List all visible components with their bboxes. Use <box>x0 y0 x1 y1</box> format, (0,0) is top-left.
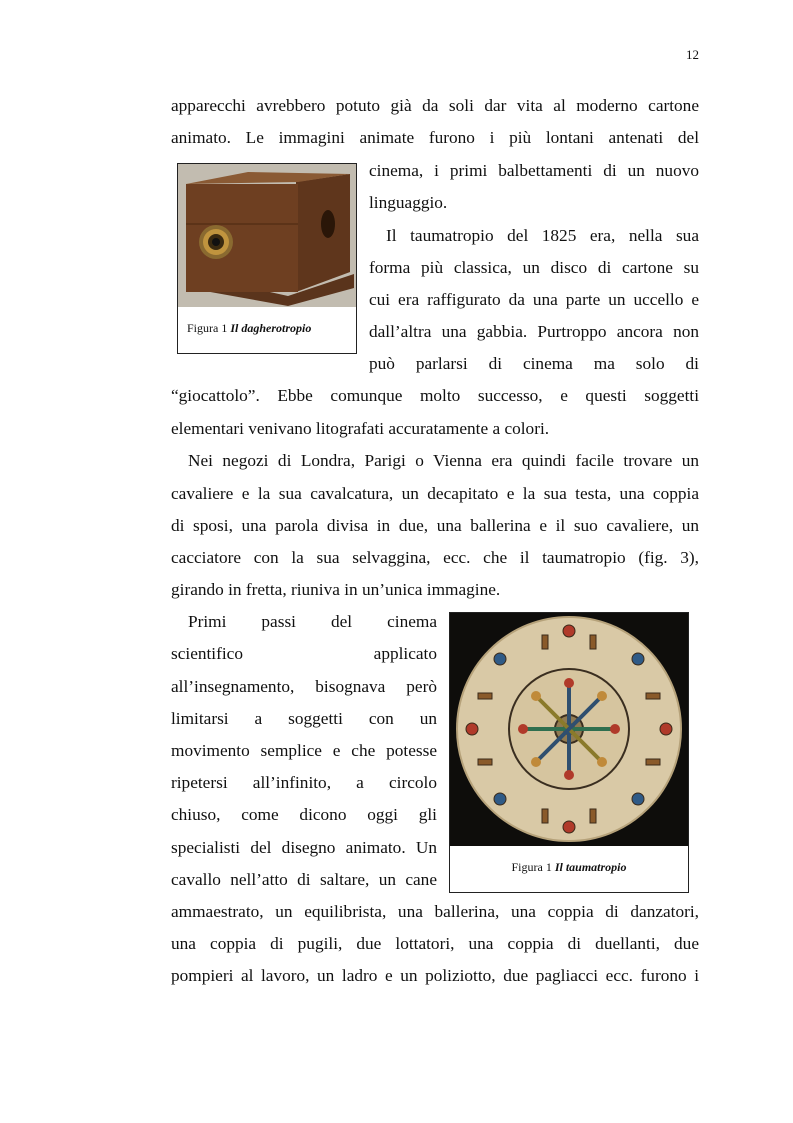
disc-image <box>450 613 688 846</box>
body-line: Primi passi del cinema <box>188 612 437 631</box>
camera-image <box>178 164 356 307</box>
body-line: movimento semplice e che potesse <box>171 741 437 760</box>
body-line: girando in fretta, riuniva in un’unica immagine. <box>171 580 501 599</box>
body-line: scientifico applicato <box>171 644 437 663</box>
body-line: cui era raffigurato da una parte un uccello e <box>369 290 699 309</box>
body-line: “giocattolo”. Ebbe comunque molto successo, e questi soggetti <box>171 386 699 405</box>
body-line: animato. Le immagini animate furono i più lontani antenati del <box>171 128 699 147</box>
inner-figures <box>518 678 620 780</box>
body-line: pompieri al lavoro, un ladro e un poliziotto, due pagliacci ecc. furono i <box>171 966 699 985</box>
body-line: di sposi, una parola divisa in due, una ballerina e il suo cavaliere, un <box>171 516 699 535</box>
body-line: forma più classica, un disco di cartone su <box>369 258 699 277</box>
body-line: può parlarsi di cinema ma solo di <box>369 354 699 373</box>
body-line: all’insegnamento, bisognava però <box>171 677 437 696</box>
body-line: Il taumatropio del 1825 era, nella sua <box>386 226 699 245</box>
caption-prefix: Figura 1 <box>187 321 228 335</box>
body-line: limitarsi a soggetti con un <box>171 709 437 728</box>
body-line: apparecchi avrebbero potuto già da soli dar vita al moderno cartone <box>171 96 699 115</box>
body-line: ammaestrato, un equilibrista, una ballerina, una coppia di danzatori, <box>171 902 699 921</box>
body-line: ripetersi all’infinito, a circolo <box>171 773 437 792</box>
body-line: cacciatore con la sua selvaggina, ecc. che il taumatropio (fig. 3), <box>171 548 699 567</box>
figure-caption <box>450 860 688 874</box>
body-line: cavallo nell’atto di saltare, un cane <box>171 870 437 889</box>
caption-prefix: Figura 1 <box>511 860 552 874</box>
body-line: cinema, i primi balbettamenti di un nuovo <box>369 161 699 180</box>
figure-caption <box>187 321 356 335</box>
body-line: dall’altra una gabbia. Purtroppo ancora non <box>369 322 699 341</box>
body-line: Nei negozi di Londra, Parigi o Vienna era quindi facile trovare un <box>188 451 699 470</box>
body-line: linguaggio. <box>369 193 448 212</box>
figure-disc <box>449 612 689 893</box>
body-line: cavaliere e la sua cavalcatura, un decapitato e la sua testa, una coppia <box>171 484 699 503</box>
page-number: 12 <box>686 47 699 62</box>
figure-camera <box>177 163 357 354</box>
body-line: una coppia di pugili, due lottatori, una coppia di duellanti, due <box>171 934 699 953</box>
caption-title: Il dagherotropio <box>230 321 312 335</box>
body-line: specialisti del disegno animato. Un <box>171 838 437 857</box>
body-line: elementari venivano litografati accuratamente a colori. <box>171 419 550 438</box>
body-line: chiuso, come dicono oggi gli <box>171 805 437 824</box>
caption-title: Il taumatropio <box>554 860 627 874</box>
